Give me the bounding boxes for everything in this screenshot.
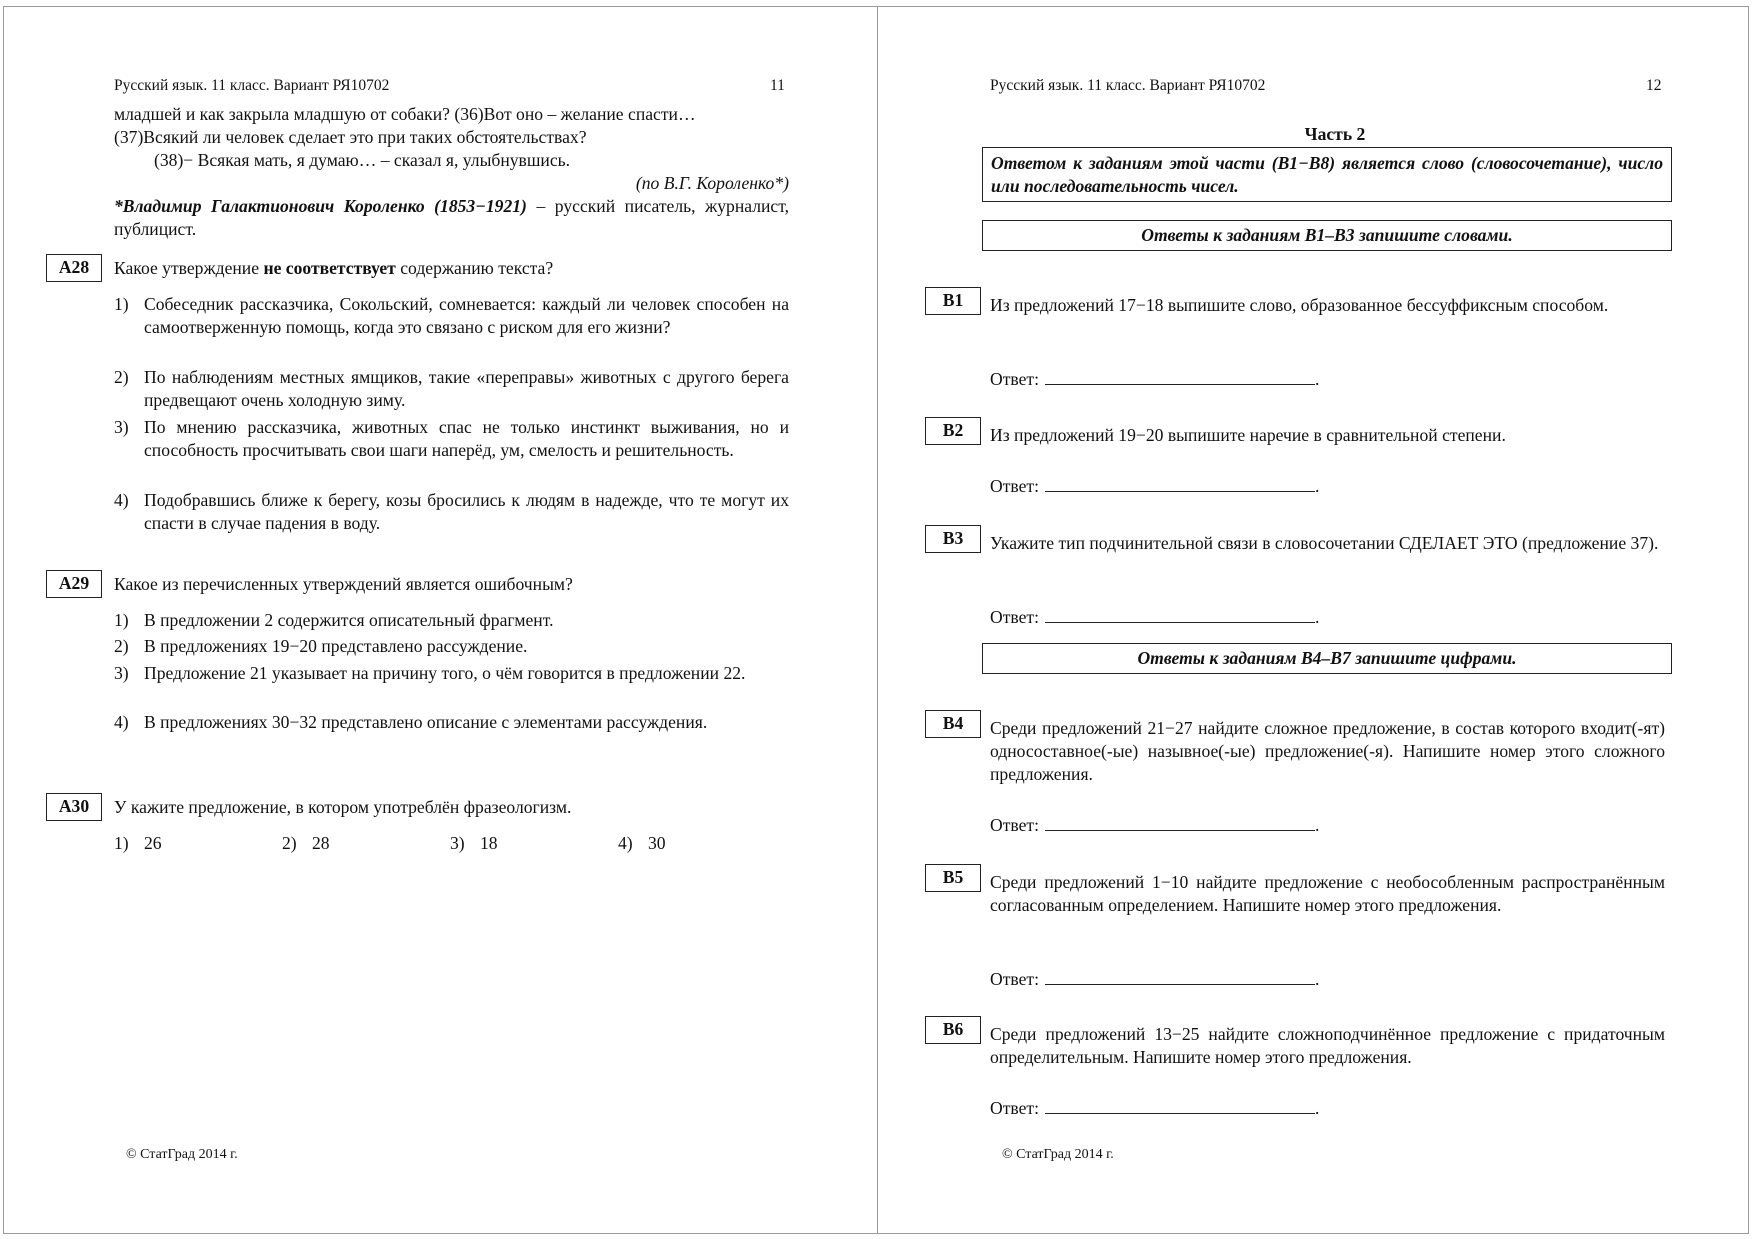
answer-option: 3) По мнению рассказчика, животных спас не только инстинкт выживания, но и способность просчитывать свои шаги наперёд, ум, смелость и решительность. [114,417,789,460]
task-code-b5: B5 [925,864,981,892]
answer-option: 1) Собеседник рассказчика, Сокольский, сомневается: каждый ли человек способен на самоотверженную помощь, когда это связано с риском для его жизни? [114,294,789,337]
page-header-title: Русский язык. 11 класс. Вариант РЯ10702 [114,77,390,94]
digits-instruction: Ответы к заданиям В4–В7 запишите цифрами. [982,643,1672,674]
author-footnote [114,195,789,241]
task-text: Среди предложений 21−27 найдите сложное предложение, в состав которого входит(-ят) односоставное(-ые) назывное(-ые) предложение(-я). Напишите номер этого сложного предложения. [990,718,1665,784]
answer-option: 2) По наблюдениям местных ямщиков, такие «переправы» животных с другого берега предвещают очень холодную зиму. [114,367,789,410]
answer-field[interactable]: Ответ: . [990,607,1320,627]
task-text: Среди предложений 13−25 найдите сложноподчинённое предложение с придаточным определительным. Напишите номер этого предложения. [990,1024,1665,1067]
text-source: (по В.Г. Короленко*) [635,173,789,193]
left-page [3,6,878,1234]
page-footer: © СтатГрад 2014 г. [1002,1147,1114,1162]
answer-option: 2) В предложениях 19−20 представлено рассуждение. [114,636,528,656]
footnote-author: *Владимир Галактионович Короленко (1853−1921) [114,196,527,216]
footnote-description: – русский писатель, журналист, публицист. [114,196,789,239]
page-number: 11 [770,77,785,94]
task-question: Какое из перечисленных утверждений является ошибочным? [114,574,573,594]
task-code-b6: B6 [925,1016,981,1044]
text-line: младшей и как закрыла младшую от собаки? (36)Вот оно – желание спасти… [114,104,696,124]
task-text: Укажите тип подчинительной связи в словосочетании СДЕЛАЕТ ЭТО (предложение 37). [990,533,1659,553]
page-number: 12 [1646,77,1662,94]
task-text: Из предложений 19−20 выпишите наречие в сравнительной степени. [990,425,1506,445]
page-footer: © СтатГрад 2014 г. [126,1147,238,1162]
page-header-title: Русский язык. 11 класс. Вариант РЯ10702 [990,77,1266,94]
task-code-a28: A28 [46,254,102,282]
answer-field[interactable]: Ответ: . [990,476,1320,496]
task-text: Из предложений 17−18 выпишите слово, образованное бессуффиксным способом. [990,295,1609,315]
answer-option: 1) 26 [114,833,162,853]
answer-option: 4) 30 [618,833,666,853]
task-text: Среди предложений 1−10 найдите предложение с необособленным распространённым согласованным определением. Напишите номер этого предложения. [990,872,1665,915]
task-code-b3: B3 [925,525,981,553]
answer-option: 1) В предложении 2 содержится описательный фрагмент. [114,610,554,630]
task-code-b1: B1 [925,287,981,315]
answer-option: 3) 18 [450,833,498,853]
answer-option: 3) Предложение 21 указывает на причину того, о чём говорится в предложении 22. [114,663,746,683]
task-code-a29: A29 [46,570,102,598]
answer-field[interactable]: Ответ: . [990,369,1320,389]
part-instruction: Ответом к заданиям этой части (В1−В8) является слово (словосочетание), число или последовательность чисел. [982,147,1672,202]
task-code-b4: B4 [925,710,981,738]
text-line: (37)Всякий ли человек сделает это при таких обстоятельствах? [114,127,587,147]
answer-field[interactable]: Ответ: . [990,969,1320,989]
task-code-a30: A30 [46,793,102,821]
answer-option: 4) Подобравшись ближе к берегу, козы бросились к людям в надежде, что те могут их спасти в случае падения в воду. [114,490,789,533]
answer-option: 2) 28 [282,833,330,853]
right-page [877,6,1749,1234]
part-title: Часть 2 [1304,124,1366,144]
answer-option: 4) В предложениях 30−32 представлено описание с элементами рассуждения. [114,712,708,732]
task-question: Какое утверждение не соответствует содержанию текста? [114,258,554,278]
answer-field[interactable]: Ответ: . [990,815,1320,835]
task-question: У кажите предложение, в котором употреблён фразеологизм. [114,797,572,817]
text-line: (38)− Всякая мать, я думаю… – сказал я, улыбнувшись. [154,150,571,170]
task-code-b2: B2 [925,417,981,445]
words-instruction: Ответы к заданиям В1–В3 запишите словами. [982,220,1672,251]
answer-field[interactable]: Ответ: . [990,1098,1320,1118]
